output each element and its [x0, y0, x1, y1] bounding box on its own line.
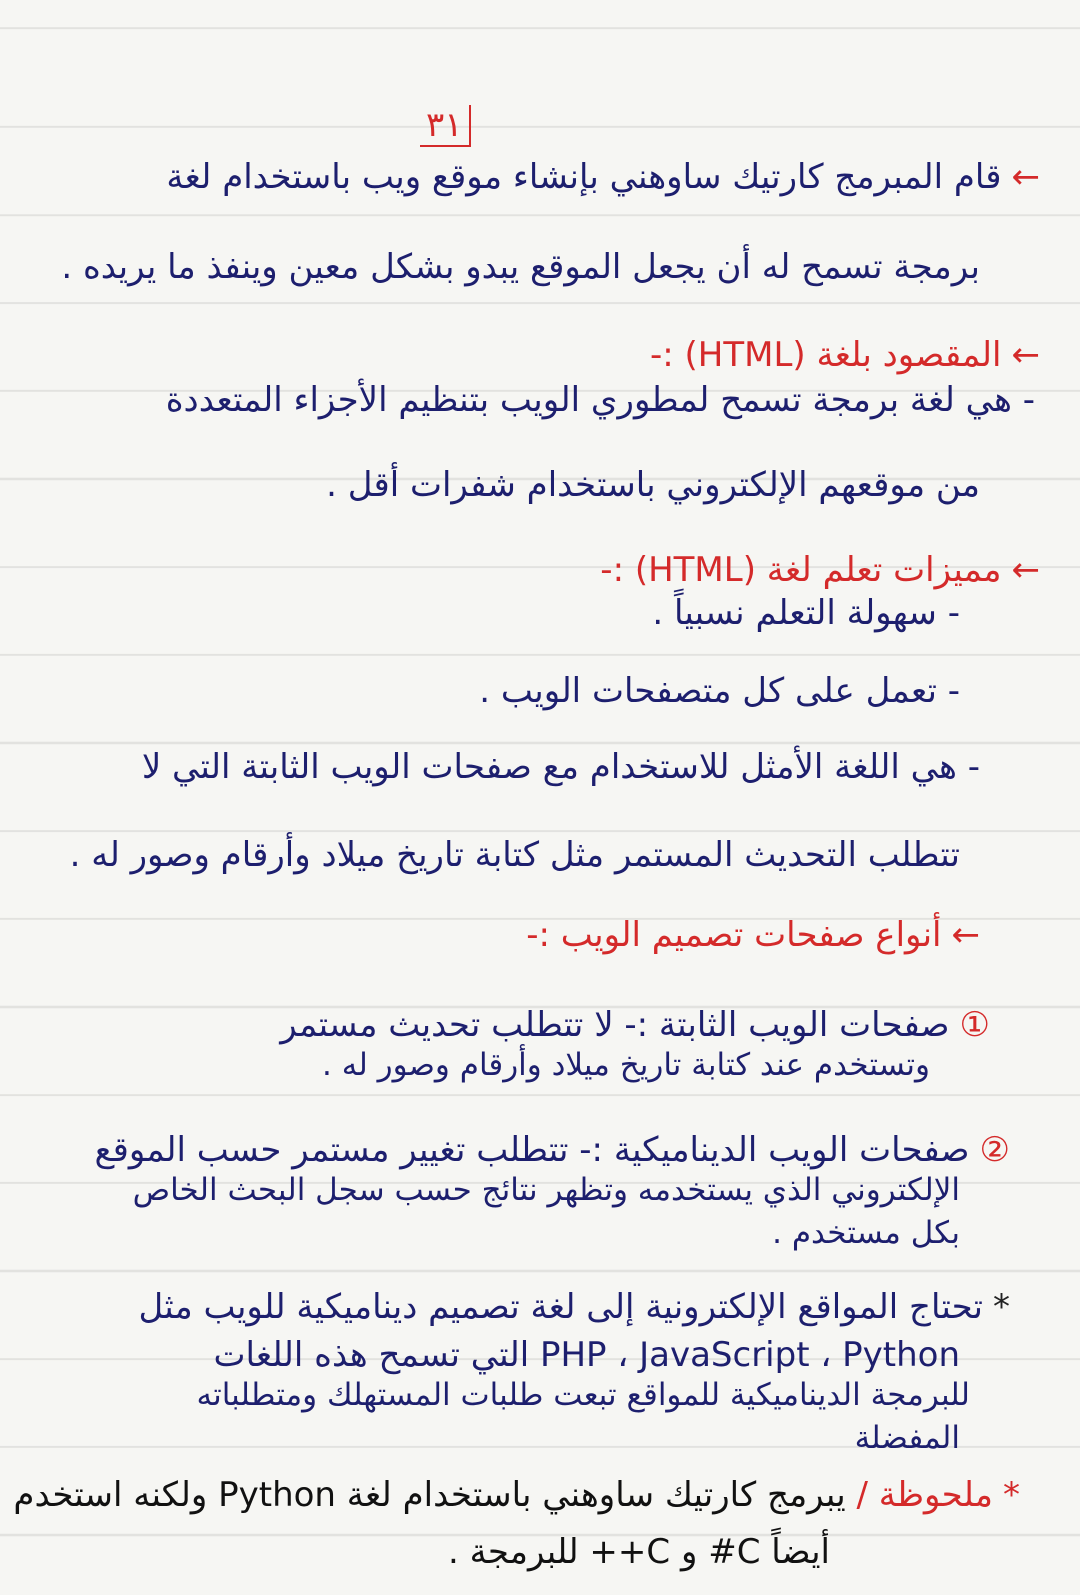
intro-line-2: برمجة تسمح له أن يجعل الموقع يبدو بشكل معين وينفذ ما يريده . [61, 247, 980, 287]
text: أنواع صفحات تصميم الويب :- [526, 915, 942, 955]
text: يبرمج كارتيك ساوهني باستخدام لغة Python ولكنه استخدم [13, 1475, 846, 1515]
arrow-icon: ← [951, 915, 980, 955]
number-1-icon: ① [959, 1005, 990, 1045]
arrow-icon: ← [1011, 157, 1040, 197]
number-2-icon: ② [979, 1130, 1010, 1170]
dynamic-line-3: للبرمجة الديناميكية للمواقع تبعت طلبات المستهلك ومتطلباته [196, 1377, 970, 1413]
text: صفحات الويب الديناميكية :- تتطلب تغيير مستمر حسب الموقع [94, 1130, 970, 1170]
type-2-line-2: الإلكتروني الذي يستخدمه وتظهر نتائج حسب سجل البحث الخاص [132, 1172, 960, 1208]
feature-2: - تعمل على كل متصفحات الويب . [479, 671, 960, 711]
text: تحتاج المواقع الإلكترونية إلى لغة تصميم ديناميكية للويب مثل [138, 1287, 983, 1327]
dynamic-line-4: المفضلة [854, 1420, 960, 1456]
arrow-icon: ← [1011, 335, 1040, 375]
star-icon: * [993, 1287, 1010, 1327]
types-heading [526, 915, 980, 955]
html-definition-line-1: - هي لغة برمجة تسمح لمطوري الويب بتنظيم الأجزاء المتعددة [165, 380, 1035, 420]
type-1-line-1 [280, 1005, 990, 1045]
type-1-line-2: وتستخدم عند كتابة تاريخ ميلاد وأرقام وصور له . [322, 1047, 930, 1083]
note-label: ملحوظة / [856, 1475, 993, 1515]
feature-3-line-1: - هي اللغة الأمثل للاستخدام مع صفحات الويب الثابتة التي لا [141, 747, 980, 787]
note-line-1 [13, 1475, 1020, 1515]
text: صفحات الويب الثابتة :- لا تتطلب تحديث مستمر [280, 1005, 950, 1045]
html-definition-line-2: من موقعهم الإلكتروني باستخدام شفرات أقل . [326, 465, 980, 505]
text: مميزات تعلم لغة (HTML) :- [600, 550, 1002, 590]
note-line-2: أيضاً C# و C++ للبرمجة . [447, 1532, 830, 1572]
html-definition-heading [649, 335, 1040, 375]
star-icon: * [1003, 1475, 1020, 1515]
intro-line-1 [166, 157, 1040, 197]
feature-3-line-2: تتطلب التحديث المستمر مثل كتابة تاريخ ميلاد وأرقام وصور له . [69, 835, 960, 875]
arrow-icon: ← [1011, 550, 1040, 590]
text: قام المبرمج كارتيك ساوهني بإنشاء موقع ويب باستخدام لغة [166, 157, 1002, 197]
dynamic-line-2: PHP ، JavaScript ، Python التي تسمح هذه اللغات [213, 1335, 960, 1375]
dynamic-line-1 [138, 1287, 1010, 1327]
text: المقصود بلغة (HTML) :- [649, 335, 1002, 375]
features-heading [600, 550, 1040, 590]
type-2-line-3: بكل مستخدم . [772, 1215, 960, 1251]
feature-1: - سهولة التعلم نسبياً . [652, 593, 960, 633]
page-number: ٣١ [420, 105, 471, 147]
type-2-line-1 [94, 1130, 1010, 1170]
